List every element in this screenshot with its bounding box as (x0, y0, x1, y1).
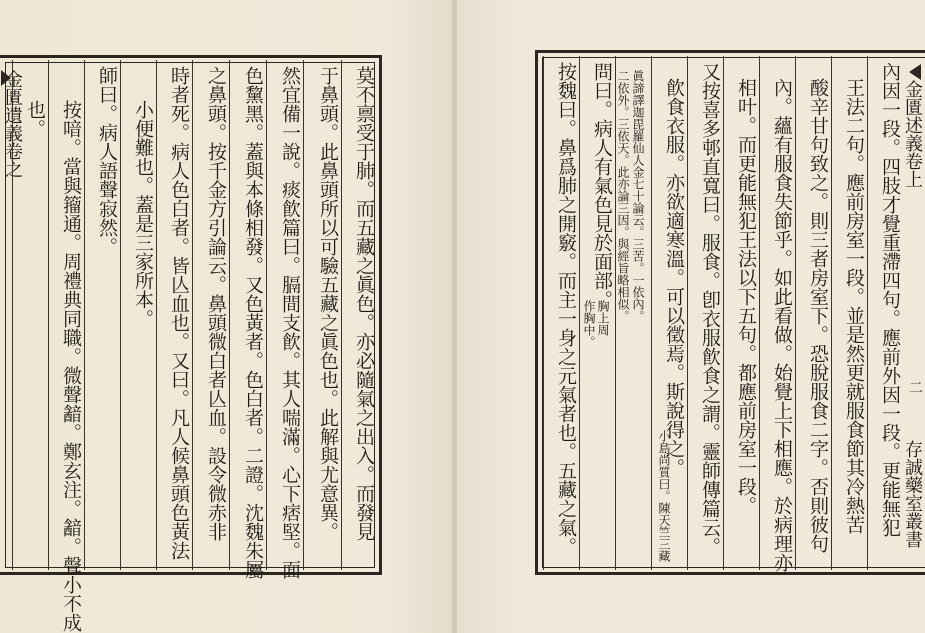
left-page (0, 0, 455, 633)
right-column-4: 內。蘊有服食失節乎。如此看做。始覺上下相應。於病理亦 (759, 56, 795, 570)
left-column-1: 莫不禀受于肺。而五藏之眞色。亦必隨氣之出入。而發見 (341, 60, 377, 570)
right-page (457, 0, 925, 633)
note-line-3: 小島尚質曰。陳天竺三藏 (657, 430, 671, 562)
right-side-title: 金匱述義卷上 (902, 80, 923, 188)
fishtail-mark (1, 70, 11, 86)
left-column-2: 于鼻頭。此鼻頭所以可驗五藏之眞色也。此解與尤意異。 (303, 60, 341, 570)
left-column-3: 然宜備一說。痰飮篇曰。膈間支飮。其人喘滿。心下痞堅。面 (266, 60, 303, 570)
left-column-5: 之鼻頭。按千金方引論云。鼻頭微白者亾血。設令微赤非 (192, 60, 229, 570)
left-column-9: 按喑。當與籀通。周禮典同職。微聲韽。鄭玄注。韽。聲小不成 (48, 60, 84, 570)
series-title: 存誠藥室叢書 (902, 440, 923, 548)
left-column-7: 小便難也。蓋是三家所本。 (120, 60, 156, 570)
note-under-question-a: 胸上周 (596, 300, 610, 336)
note-line-1: 眞諦譯迦毘羅仙人金七十論云。三苦。一依內。 (631, 70, 645, 322)
note-line-2: 二依外。三依天。此亦論三因。與經旨略相似。 (616, 70, 630, 322)
fishtail-mark-right (909, 64, 921, 80)
right-column-1: 內因一段。四肢才覺重滯四句。應前外因一段。更能無犯 (867, 56, 903, 570)
right-column-2: 王法二句。應前房室一段。並是然更就服食節其冷熱苦 (831, 56, 867, 570)
right-column-7: 飮食衣服。亦欲適寒溫。可以徵焉。斯說得之。 (651, 56, 687, 570)
right-column-5: 相叶。而更能無犯王法以下五句。都應前房室一段。 (723, 56, 759, 570)
left-column-8: 師曰。病人語聲寂然。 (84, 60, 120, 570)
page-number: 二 (907, 380, 923, 394)
right-column-6: 又按喜多邨直寬曰。服食。卽衣服飮食之謂。靈師傳篇云。 (687, 56, 723, 570)
note-under-question-b: 作胸中。 (582, 300, 596, 348)
left-column-6: 時者死。病人色白者。皆亾血也。又曰。凡人候鼻頭色黃法 (156, 60, 192, 570)
right-column-3: 酸辛甘句致之。則三者房室下。恐脫服食二字。否則彼句 (795, 56, 831, 570)
left-column-4: 色黧黑。蓋與本條相發。又色黃者。色白者。二證。沈魏朱屬 (229, 60, 266, 570)
left-column-10: 也。 (12, 60, 48, 570)
left-side-title: 金匱遺義卷之 (2, 70, 23, 178)
right-column-last: 按魏曰。鼻爲肺之開竅。而主一身之元氣者也。五藏之氣。 (543, 56, 579, 570)
right-column-question: 問曰。病人有氣色見於面部。 (579, 56, 615, 570)
